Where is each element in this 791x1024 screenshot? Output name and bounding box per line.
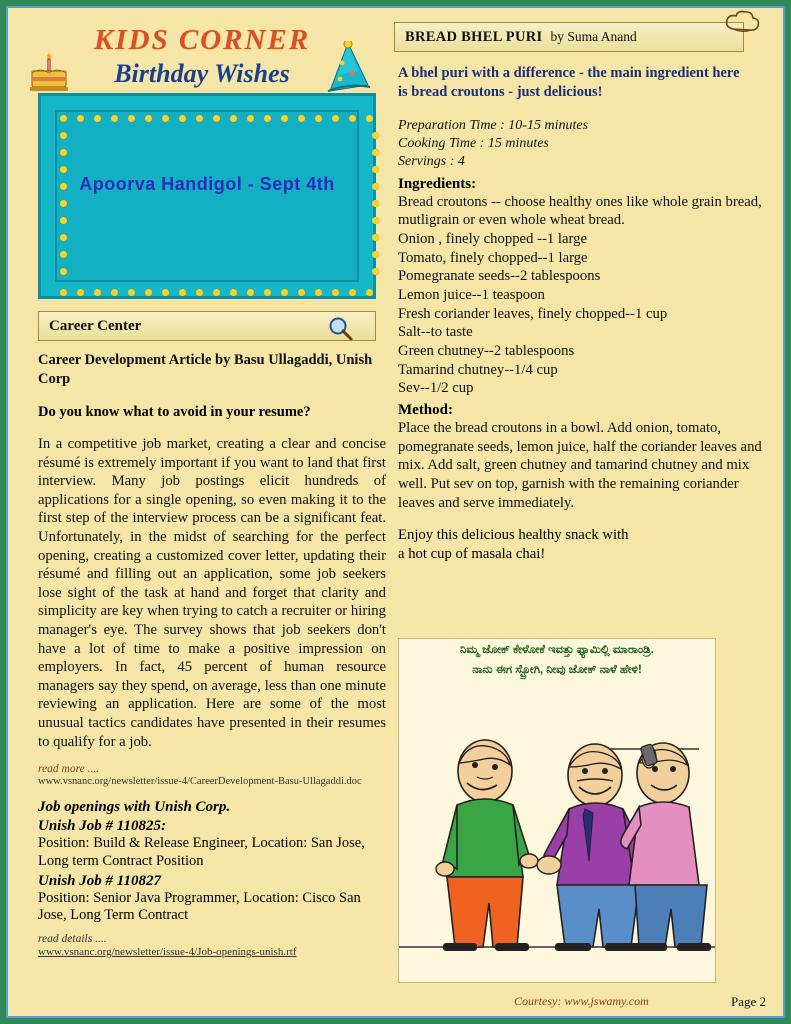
- ingredient-item: Tamarind chutney--1/4 cup: [398, 361, 558, 378]
- frame-dot: [60, 200, 67, 207]
- frame-dot: [179, 289, 186, 296]
- frame-dot: [230, 115, 237, 122]
- ingredient-item: Lemon juice--1 teaspoon: [398, 287, 545, 304]
- newsletter-page: [6, 6, 785, 1018]
- frame-dot: [247, 115, 254, 122]
- frame-dot: [349, 115, 356, 122]
- frame-dot: [213, 289, 220, 296]
- frame-dot: [60, 289, 67, 296]
- frame-dot: [196, 289, 203, 296]
- frame-dot: [315, 115, 322, 122]
- career-article-body: In a competitive job market, creating a clear and concise résumé is extremely important if you want to land that first interview. Many job postings elicit hundreds of applications for a single opening, so even making it to the first step of the interview process can be a significant feat. Unfortunately, in the midst of searching for the perfect opening, creating a customized cover letter, updating their résumé and filling out an application, some job seekers lose sight of the task at hand and forget that clarity and simplicity are key when trying to catch a recruiter or hiring manager's eye. The survey shows that job seekers don't have a lot of time to make a positive impression on employers. In fact, 45 percent of human resource managers say they spend, on average, less than one minute reviewing an application. Here are some of the most unusual tactics candidates have presented in their resumes to qualify for a job.: [38, 436, 386, 750]
- frame-dot: [349, 289, 356, 296]
- frame-dot: [372, 268, 379, 275]
- frame-dot: [128, 289, 135, 296]
- frame-dot: [60, 251, 67, 258]
- frame-dot: [372, 132, 379, 139]
- chef-hat-icon: [721, 9, 763, 45]
- career-article-question: Do you know what to avoid in your resume?: [38, 404, 311, 421]
- frame-dot: [281, 115, 288, 122]
- career-read-more[interactable]: [38, 763, 386, 787]
- frame-dot: [372, 166, 379, 173]
- method-body: Place the bread croutons in a bowl. Add onion, tomato, pomegranate seeds, lemon juice, half the coriander leaves and mix. Add salt, green chutney and tamarind chutney and mix well. Put sev on top, garnish with the remaining coriander leaves and serve immediately.: [398, 420, 762, 511]
- page-number: Page 2: [730, 994, 766, 1009]
- enjoy-line-2: a hot cup of masala chai!: [398, 546, 546, 563]
- job-number-1: Unish Job # 110825:: [38, 818, 166, 835]
- left-column: [20, 16, 384, 1016]
- ingredient-item: Sev--1/2 cup: [398, 380, 474, 397]
- cartoon-caption-line-1: ನಿಮ್ಮ ಜೋಕ್ ಕೇಳೋಕೆ ಇವತ್ತು ಫ್ಯಾಮಿಲ್ಲಿ ಮಾರಾಂಡ್ರಿ.: [459, 644, 654, 656]
- frame-dot: [145, 289, 152, 296]
- frame-dot: [60, 149, 67, 156]
- frame-dot: [179, 115, 186, 122]
- career-center-label: Career Center: [49, 317, 142, 334]
- frame-dot: [162, 115, 169, 122]
- ingredient-item: Green chutney--2 tablespoons: [398, 343, 575, 360]
- frame-dot: [230, 289, 237, 296]
- job-number-2: Unish Job # 110827: [38, 872, 161, 889]
- right-column: [394, 16, 774, 1016]
- frame-dot: [372, 149, 379, 156]
- frame-dot: [77, 115, 84, 122]
- servings: Servings : 4: [398, 154, 465, 170]
- ingredients-label: Ingredients:: [398, 175, 477, 192]
- frame-dot: [60, 268, 67, 275]
- frame-dot: [247, 289, 254, 296]
- birthday-wishes-heading: Birthday Wishes: [114, 59, 290, 88]
- frame-dot: [60, 166, 67, 173]
- frame-dot: [264, 289, 271, 296]
- frame-dot: [77, 289, 84, 296]
- birthday-frame-inner: [55, 110, 359, 282]
- ingredient-item: Bread croutons -- choose healthy ones like whole grain bread, mutligrain or even whole wheat bread.: [398, 193, 762, 229]
- cartoon-two-men-talking: [399, 689, 716, 979]
- frame-dot: [298, 289, 305, 296]
- frame-dot: [372, 200, 379, 207]
- cook-time: Cooking Time : 15 minutes: [398, 136, 549, 152]
- cartoon-caption-line-2: ನಾನು ಈಗ ಸ್ಟ್ರೋಗಿ, ನೀವು ಜೋಕ್ ನಾಳೆ ಹೇಳಿ!: [472, 663, 642, 676]
- frame-dot: [60, 217, 67, 224]
- ingredient-item: Pomegranate seeds--2 tablespoons: [398, 268, 601, 285]
- frame-dot: [94, 115, 101, 122]
- frame-dot: [213, 115, 220, 122]
- recipe-header: [394, 22, 744, 52]
- frame-dot: [94, 289, 101, 296]
- read-details-label: read details ....: [38, 932, 107, 945]
- birthday-entry: Apoorva Handigol - Sept 4th: [79, 174, 335, 194]
- read-details-url[interactable]: www.vsnanc.org/newsletter/issue-4/Job-openings-unish.rtf: [38, 945, 297, 958]
- cartoon-courtesy: Courtesy: www.jswamy.com: [514, 994, 649, 1008]
- frame-dot: [60, 132, 67, 139]
- job-details-1: Position: Build & Release Engineer, Location: San Jose, Long term Contract Position: [38, 835, 365, 869]
- frame-dot: [281, 289, 288, 296]
- read-more-label: read more ....: [38, 763, 100, 776]
- ingredient-item: Tomato, finely chopped--1 large: [398, 249, 588, 266]
- method-label: Method:: [398, 402, 453, 419]
- frame-dot: [264, 115, 271, 122]
- frame-dot: [332, 115, 339, 122]
- magnifying-glass-icon: [327, 315, 353, 341]
- frame-dot: [196, 115, 203, 122]
- frame-dot: [145, 115, 152, 122]
- frame-dot: [60, 234, 67, 241]
- career-article-byline: Career Development Article by Basu Ullagaddi, Unish Corp: [38, 352, 373, 387]
- job-read-details[interactable]: [38, 933, 384, 958]
- frame-dot: [332, 289, 339, 296]
- ingredient-item: Fresh coriander leaves, finely chopped--1 cup: [398, 305, 668, 322]
- job-details-2: Position: Senior Java Programmer, Location: Cisco San Jose, Long Term Contract: [38, 889, 361, 924]
- read-more-url[interactable]: www.vsnanc.org/newsletter/issue-4/CareerDevelopment-Basu-Ullagaddi.doc: [38, 776, 362, 788]
- recipe-title: BREAD BHEL PURI: [405, 28, 543, 45]
- frame-dot: [372, 183, 379, 190]
- frame-dot: [372, 251, 379, 258]
- frame-dot: [372, 217, 379, 224]
- cartoon-panel: [398, 638, 716, 983]
- frame-dot: [162, 289, 169, 296]
- recipe-author: by Suma Anand: [550, 29, 637, 44]
- frame-dot: [366, 289, 373, 296]
- frame-dot: [128, 115, 135, 122]
- frame-dot: [315, 289, 322, 296]
- frame-dot: [111, 289, 118, 296]
- job-openings-title: Job openings with Unish Corp.: [38, 799, 231, 816]
- recipe-lead: A bhel puri with a difference - the main ingredient here is bread croutons - just delicious!: [398, 65, 740, 100]
- frame-dot: [111, 115, 118, 122]
- ingredient-item: Onion , finely chopped --1 large: [398, 231, 587, 247]
- career-center-bar: [38, 311, 376, 341]
- kids-corner-title: KIDS CORNER: [93, 24, 311, 56]
- enjoy-line-1: Enjoy this delicious healthy snack with: [398, 527, 629, 544]
- birthday-frame: [38, 93, 376, 299]
- prep-time: Preparation Time : 10-15 minutes: [398, 118, 589, 134]
- frame-dot: [60, 115, 67, 122]
- recipe-meta: [398, 117, 774, 172]
- ingredient-item: Salt--to taste: [398, 324, 473, 341]
- frame-dot: [372, 234, 379, 241]
- frame-dot: [298, 115, 305, 122]
- frame-dot: [366, 115, 373, 122]
